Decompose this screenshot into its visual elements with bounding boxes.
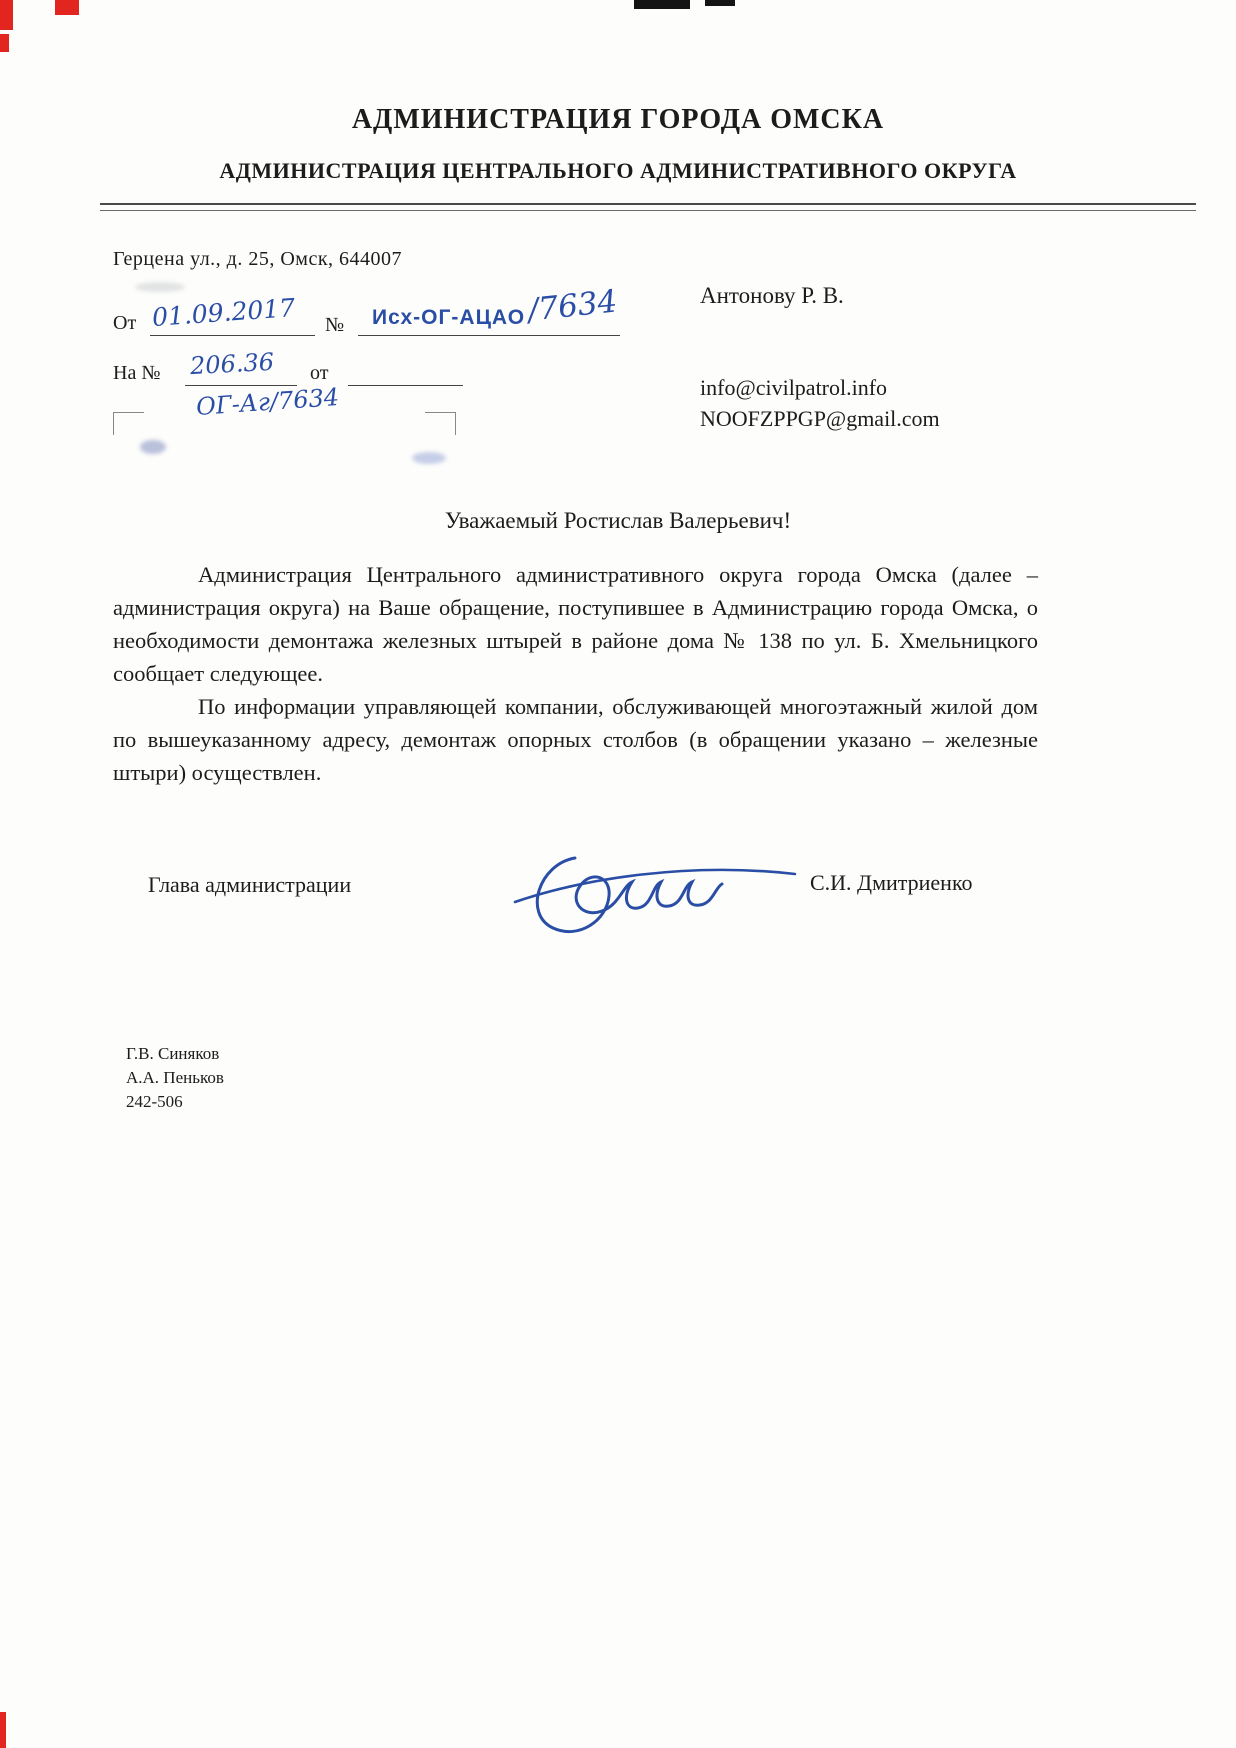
sender-address: Герцена ул., д. 25, Омск, 644007 [113,248,403,270]
org-name-line2: АДМИНИСТРАЦИЯ ЦЕНТРАЛЬНОГО АДМИНИСТРАТИВНОГО ОКРУГА [219,158,1017,183]
scan-artifact-black [634,0,690,9]
scan-artifact-red [0,1712,6,1748]
recipient-name: Антонову Р. В. [700,283,844,308]
reply-date-blank [348,385,463,386]
reply-number-blank [185,385,297,386]
stamp-corner-right [425,412,456,435]
from-date-handwritten: 01.09.2017 [151,293,296,332]
salutation: Уважаемый Ростислав Валерьевич! [444,508,792,533]
ink-smudge [140,440,166,454]
stamp-corner-left [113,412,144,435]
reply-label: На № [113,362,161,384]
signatory-name: С.И. Дмитриенко [810,870,973,895]
case-number-handwritten: ОГ-Аг/7634 [195,383,340,421]
recipient-email: NOOFZPPGP@gmail.com [700,406,940,431]
recipient-email: info@civilpatrol.info [700,375,888,400]
number-blank [358,335,620,336]
executor-name: Г.В. Синяков [126,1044,220,1063]
executor-block [126,1042,224,1114]
scan-artifact-black [705,0,735,6]
org-name-line1: АДМИНИСТРАЦИЯ ГОРОДА ОМСКА [351,104,885,135]
from-label: От [113,312,137,334]
letter-body [113,558,1038,789]
outgoing-number-handwritten: /7634 [526,283,619,329]
recipient-emails [700,372,940,434]
scan-artifact-red [0,34,9,52]
scan-artifact-red [55,0,79,15]
from-date-blank [150,335,315,336]
executor-phone: 242-506 [126,1092,183,1111]
outgoing-number-stamp: Исх-ОГ-АЦАО [372,306,526,329]
scan-smudge [135,282,185,292]
executor-name: А.А. Пеньков [126,1068,224,1087]
scan-artifact-red [0,0,13,30]
ink-smudge [412,452,446,464]
header-divider [100,203,1196,211]
signatory-title: Глава администрации [148,872,352,897]
number-label: № [325,314,345,336]
body-paragraph: Администрация Центрального административного округа города Омска (далее – администрация округа) на Ваше обращение, поступившее в Администрацию города Омска, о необходимости демонтажа железных штырей в районе дома № 138 по ул. Б. Хмельницкого сообщает следующее. [113,562,1038,686]
signature-image [505,832,805,962]
body-paragraph: По информации управляющей компании, обслуживающей многоэтажный жилой дом по вышеуказанному адресу, демонтаж опорных столбов (в обращении указано – железные штыри) осуществлен. [113,694,1038,785]
reply-number-handwritten: 206.36 [189,347,275,381]
reply-date-label: от [310,362,329,384]
